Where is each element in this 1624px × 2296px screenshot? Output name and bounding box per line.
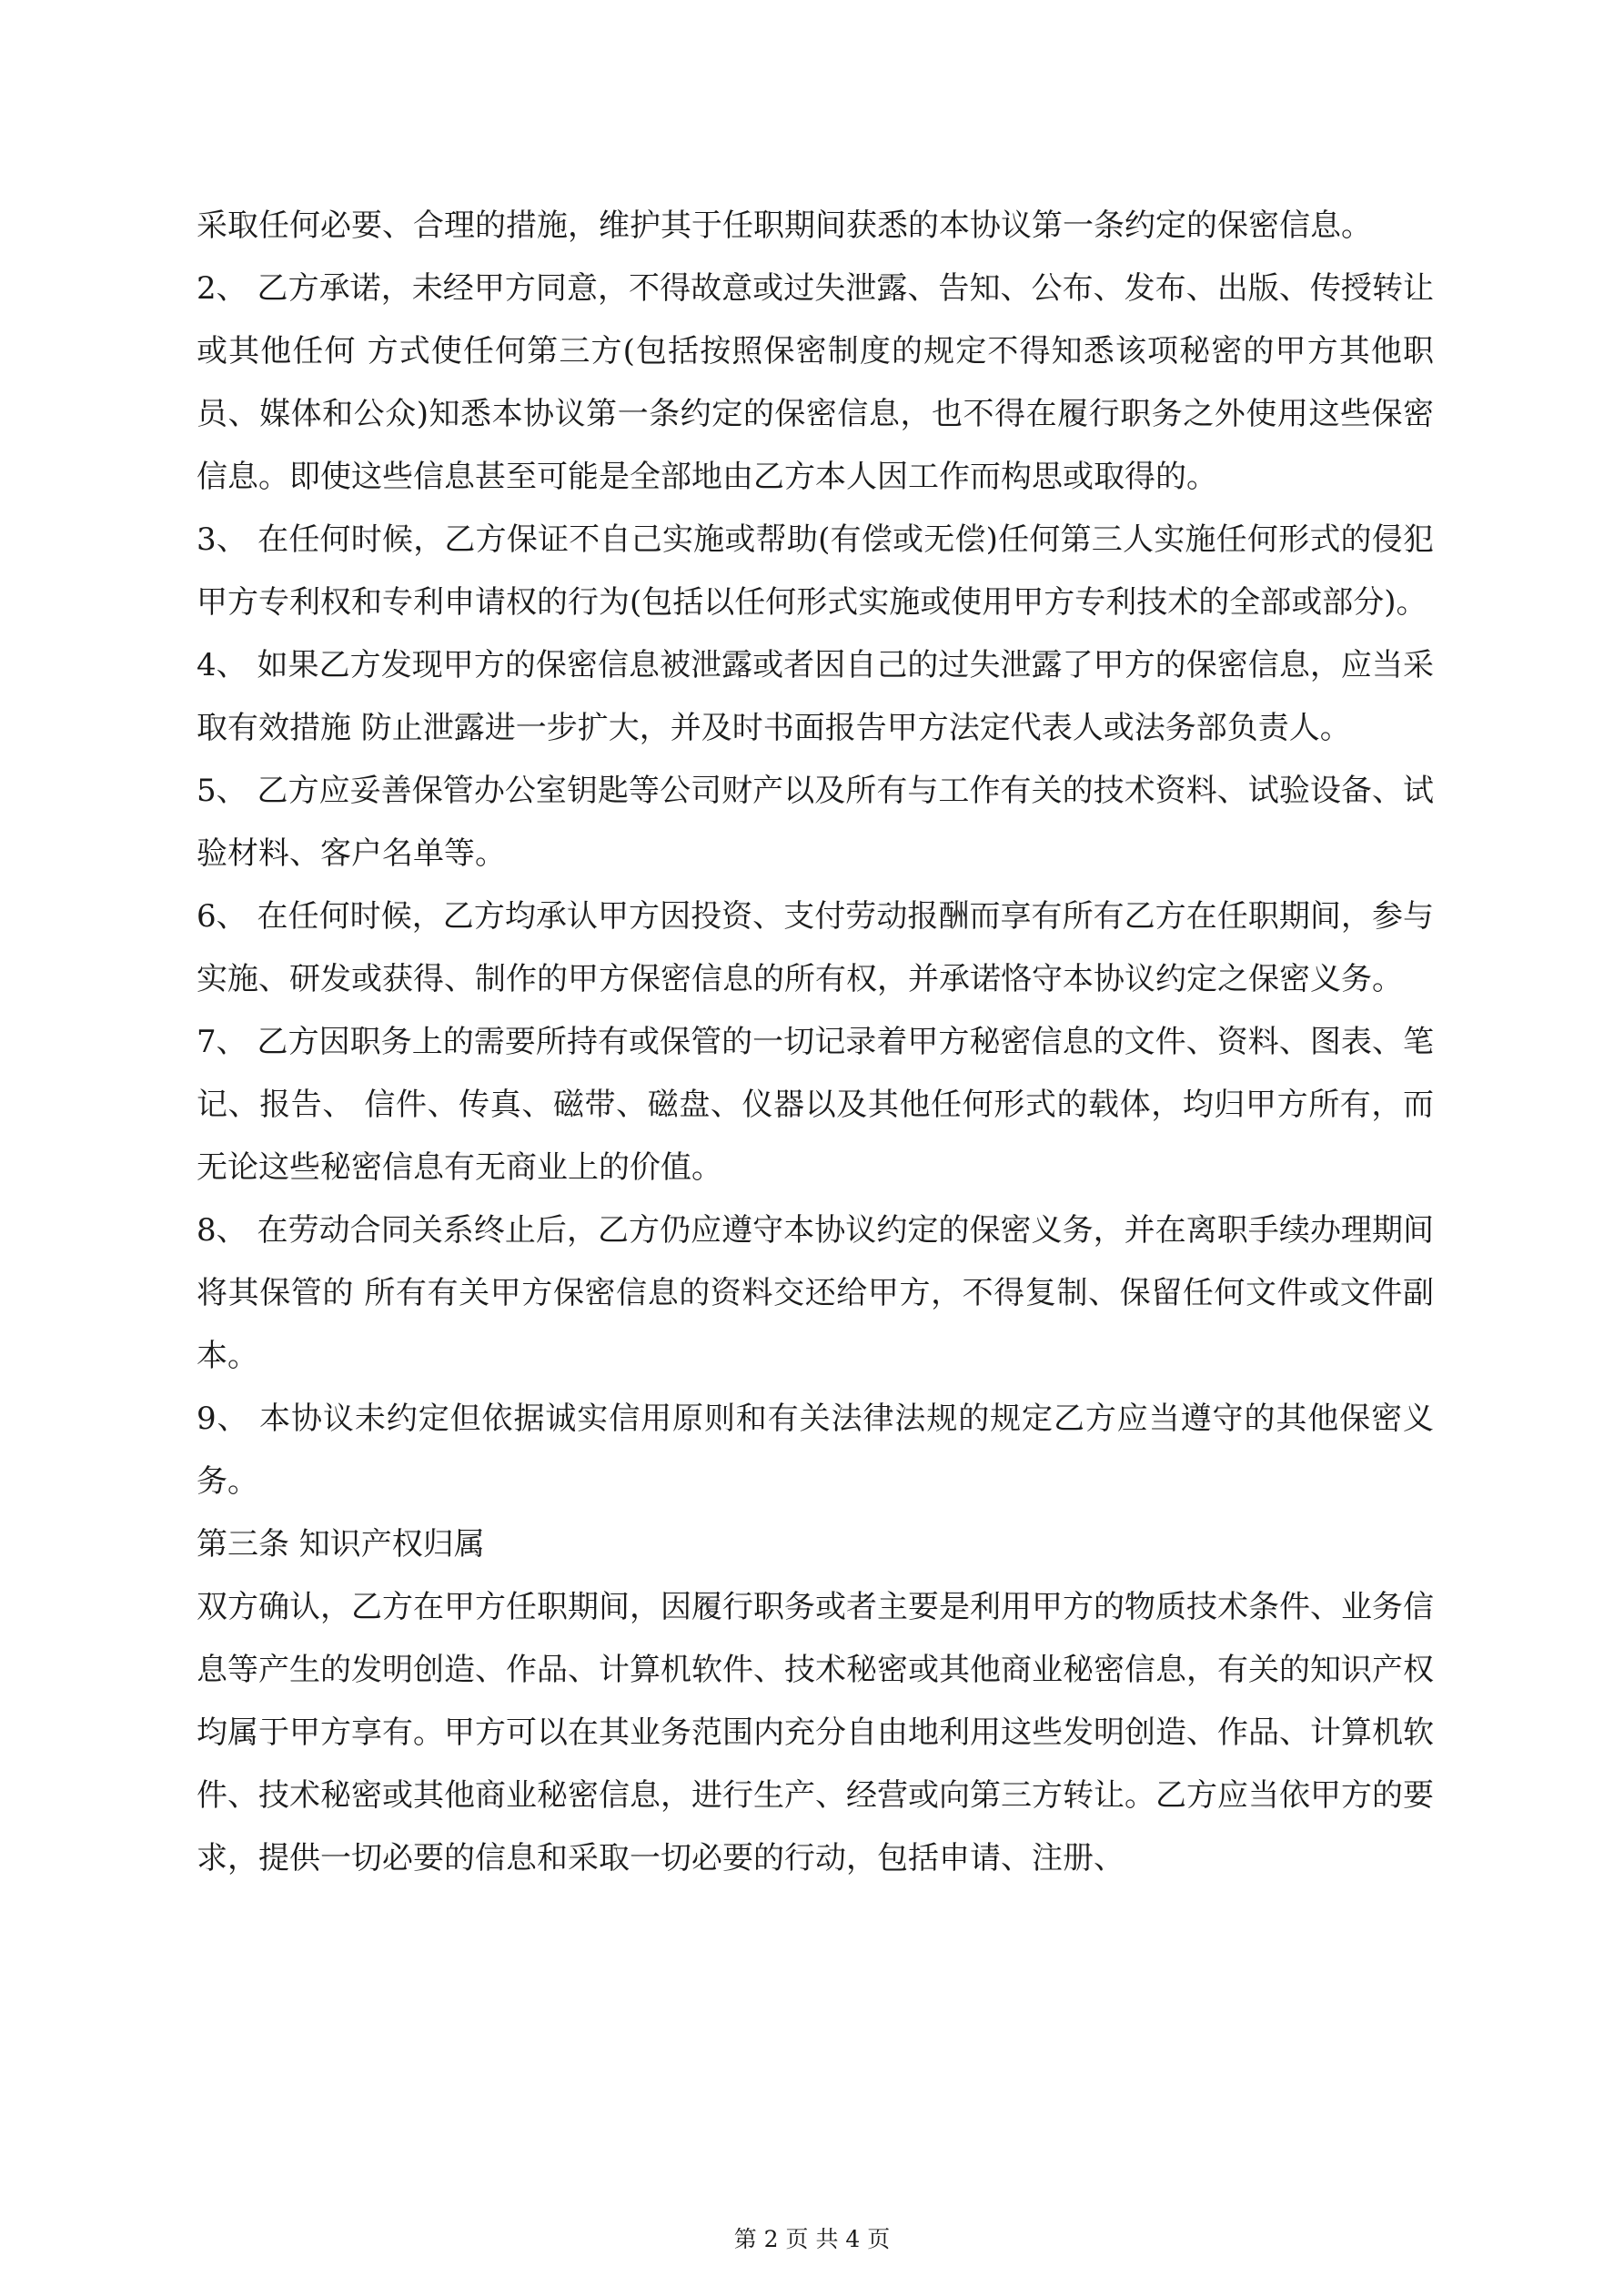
paragraph-clause-5: 5、 乙方应妥善保管办公室钥匙等公司财产以及所有与工作有关的技术资料、试验设备、试验材料、客户名单等。 bbox=[197, 773, 1434, 872]
page-number-footer: 第 2 页 共 4 页 bbox=[733, 2226, 891, 2252]
paragraph-clause-9: 9、 本协议未约定但依据诚实信用原则和有关法律法规的规定乙方应当遵守的其他保密义务。 bbox=[197, 1401, 1434, 1500]
paragraph-clause-3: 3、 在任何时候，乙方保证不自己实施或帮助(有偿或无偿)任何第三人实施任何形式的侵犯甲方专利权和专利申请权的行为(包括以任何形式实施或使用甲方专利技术的全部或部分)。 bbox=[197, 521, 1434, 621]
paragraph-continuation: 采取任何必要、合理的措施，维护其于任职期间获悉的本协议第一条约定的保密信息。 bbox=[197, 207, 1372, 244]
paragraph-clause-2: 2、 乙方承诺，未经甲方同意，不得故意或过失泄露、告知、公布、发布、出版、传授转让或其他任何 方式使任何第三方(包括按照保密制度的规定不得知悉该项秘密的甲方其他职员、媒体和公众)知悉本协议第一条约定的保密信息，也不得在履行职务之外使用这些保密信息。即使这些信息甚至可能是全部地由乙方本人因工作而构思或取得的。 bbox=[197, 270, 1434, 495]
section-heading-article-3: 第三条 知识产权归属 bbox=[197, 1526, 485, 1563]
paragraph-clause-6: 6、 在任何时候，乙方均承认甲方因投资、支付劳动报酬而享有所有乙方在任职期间，参与实施、研发或获得、制作的甲方保密信息的所有权，并承诺恪守本协议约定之保密义务。 bbox=[197, 898, 1434, 997]
paragraph-clause-8: 8、 在劳动合同关系终止后，乙方仍应遵守本协议约定的保密义务，并在离职手续办理期间将其保管的 所有有关甲方保密信息的资料交还给甲方，不得复制、保留任何文件或文件副本。 bbox=[197, 1212, 1434, 1374]
paragraph-clause-7: 7、 乙方因职务上的需要所持有或保管的一切记录着甲方秘密信息的文件、资料、图表、笔记、报告、 信件、传真、磁带、磁盘、仪器以及其他任何形式的载体，均归甲方所有，而无论这些秘密信息有无商业上的价值。 bbox=[197, 1024, 1434, 1186]
paragraph-clause-4: 4、 如果乙方发现甲方的保密信息被泄露或者因自己的过失泄露了甲方的保密信息，应当采取有效措施 防止泄露进一步扩大，并及时书面报告甲方法定代表人或法务部负责人。 bbox=[197, 647, 1434, 746]
paragraph-ip-ownership: 双方确认，乙方在甲方任职期间，因履行职务或者主要是利用甲方的物质技术条件、业务信息等产生的发明创造、作品、计算机软件、技术秘密或其他商业秘密信息，有关的知识产权均属于甲方享有。甲方可以在其业务范围内充分自由地利用这些发明创造、作品、计算机软件、技术秘密或其他商业秘密信息，进行生产、经营或向第三方转让。乙方应当依甲方的要求，提供一切必要的信息和采取一切必要的行动，包括申请、注册、 bbox=[197, 1589, 1434, 1876]
document-body bbox=[197, 195, 1434, 1890]
